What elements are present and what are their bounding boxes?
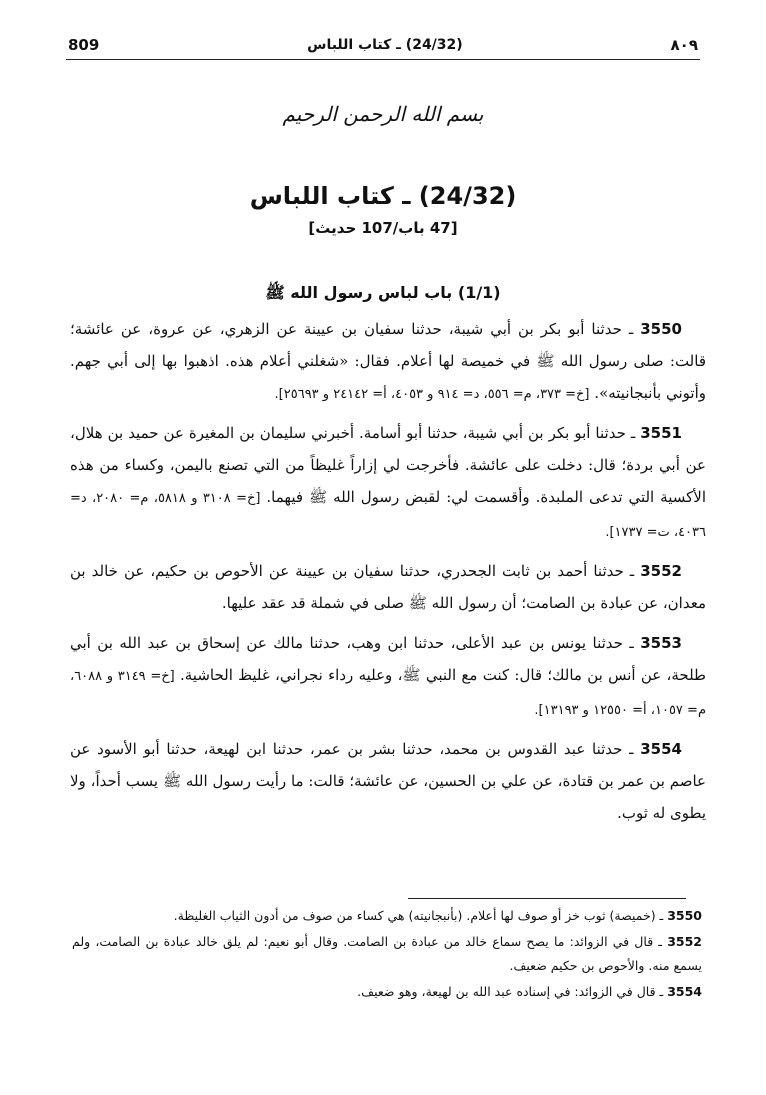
hadith-number: 3554 xyxy=(640,740,682,758)
footnote-text: ـ قال في الزوائد: ما يصح سماع خالد من عبادة بن الصامت. وقال أبو نعيم: لم يلق خالد عبادة بن الصامت، ولم يسمع منه. والأحوص بن حكيم ضعيف. xyxy=(72,934,702,973)
hadith-reference: [خ= ٣١٠٨ و ٥٨١٨، م= ٢٠٨٠، د= ٤٠٣٦، ت= ١٧٣٧]. xyxy=(70,491,706,540)
footnote-3550 xyxy=(72,904,702,928)
page-number-arabic: ٨٠٩ xyxy=(670,36,698,54)
hadith-3554 xyxy=(70,733,706,831)
footnote-divider xyxy=(408,898,686,899)
hadith-text: ـ حدثنا يونس بن عبد الأعلى، حدثنا ابن وهب، حدثنا مالك عن إسحاق بن عبد الله بن أبي طلحة، عن أنس بن مالك؛ قال: كنت مع النبي ﷺ، وعليه رداء نجراني، غليظ الحاشية. xyxy=(70,634,706,684)
chapter-title: (1/1) باب لباس رسول الله ﷺ xyxy=(265,283,501,302)
hadith-3552 xyxy=(70,555,706,621)
hadith-text: ـ حدثنا أبو بكر بن أبي شيبة، حدثنا أبو أسامة. أخبرني سليمان بن المغيرة عن حميد بن هلال، عن أبي بردة؛ قال: دخلت على عائشة. فأخرجت لي إزاراً غليظاً من التي تصنع باليمن، وكساء من هذه الأكسية التي تدعى الملبدة. وأقسمت لي: لقبض رسول الله ﷺ فيهما. xyxy=(70,424,706,506)
footnote-text: ـ قال في الزوائد: في إسناده عبد الله بن لهيعة، وهو ضعيف. xyxy=(357,984,664,999)
hadith-number: 3553 xyxy=(640,634,682,652)
footnote-number: 3552 xyxy=(667,934,702,949)
book-title: (24/32) ـ كتاب اللباس xyxy=(249,182,517,210)
hadith-number: 3550 xyxy=(640,320,682,338)
book-subtitle: [47 باب/107 حديث] xyxy=(308,219,458,237)
hadith-reference: [خ= ٣٧٣، م= ٥٥٦، د= ٩١٤ و ٤٠٥٣، أ= ٢٤١٤٢ و ٢٥٦٩٣]. xyxy=(274,387,590,402)
hadith-number: 3551 xyxy=(640,424,682,442)
hadith-3551 xyxy=(70,417,706,549)
footnotes xyxy=(72,904,702,1006)
hadith-text: ـ حدثنا أبو بكر بن أبي شيبة، حدثنا سفيان بن عيينة عن الزهري، عن عروة، عن عائشة؛ قالت: صلى رسول الله ﷺ في خميصة لها أعلام. فقال: «شغلني أعلام هذه. اذهبوا بها إلى أبي جهم. وأتوني بأنبجانيته». xyxy=(70,320,706,402)
header-divider xyxy=(66,59,700,60)
hadith-3553 xyxy=(70,627,706,727)
running-head-title: (24/32) ـ كتاب اللباس xyxy=(307,37,463,53)
footnote-3554 xyxy=(72,980,702,1004)
basmala: بسم الله الرحمن الرحيم xyxy=(282,102,484,126)
hadith-3550 xyxy=(70,313,706,411)
footnote-number: 3550 xyxy=(667,908,702,923)
hadith-body xyxy=(70,313,706,837)
hadith-reference: [خ= ٣١٤٩ و ٦٠٨٨، م= ١٠٥٧، أ= ١٢٥٥٠ و ١٣١٩٣]. xyxy=(70,669,706,718)
hadith-number: 3552 xyxy=(640,562,682,580)
page-number-latin: 809 xyxy=(68,36,100,54)
footnote-text: ـ (خميصة) ثوب خز أو صوف لها أعلام. (بأنبجانيته) هي كساء من صوف من أدون الثياب الغليظة. xyxy=(173,908,664,923)
footnote-number: 3554 xyxy=(667,984,702,999)
hadith-text: ـ حدثنا عبد القدوس بن محمد، حدثنا بشر بن عمر، حدثنا ابن لهيعة، حدثنا أبو الأسود عن عاصم بن عمر بن قتادة، عن علي بن الحسين، عن عائشة؛ قالت: ما رأيت رسول الله ﷺ يسب أحداً، ولا يطوى له ثوب. xyxy=(70,740,706,822)
footnote-3552 xyxy=(72,930,702,978)
hadith-text: ـ حدثنا أحمد بن ثابت الجحدري، حدثنا سفيان بن عيينة عن الأحوص بن حكيم، عن خالد بن معدان، عن عبادة بن الصامت؛ أن رسول الله ﷺ صلى في شملة قد عقد عليها. xyxy=(70,562,706,612)
running-head xyxy=(68,34,698,56)
